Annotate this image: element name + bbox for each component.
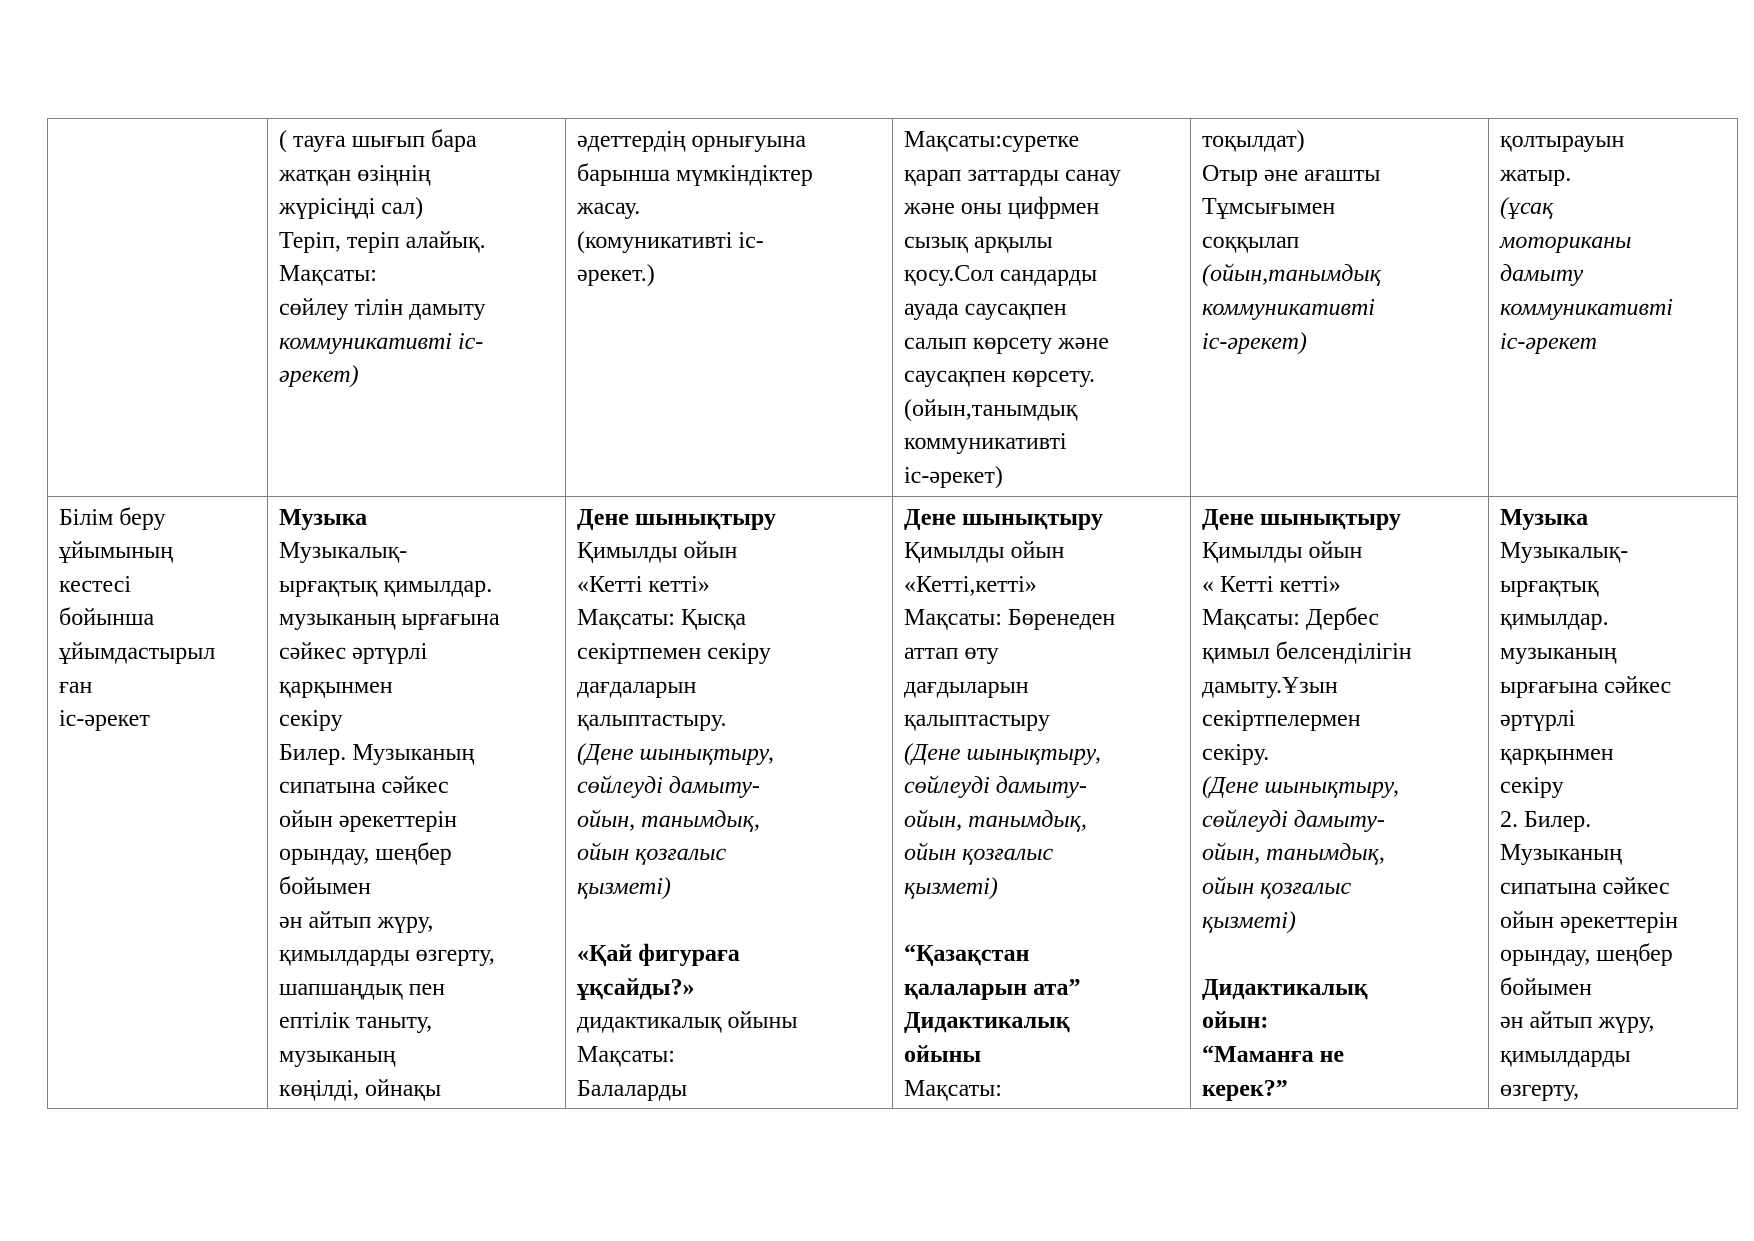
cell-text-line: сызық арқылы [904,227,1053,254]
cell-text-line: әдеттердің орнығуына [577,127,806,153]
cell-text-line: Балаларды [577,1075,688,1102]
cell-text-line: қалыптастыру. [577,706,727,733]
cell-text-line: бойымен [1500,974,1592,1001]
cell-text-line: (комуникативті іс- [577,227,764,254]
cell-text-line: Мақсаты: Бөренеден [904,605,1116,632]
cell-text-line: ауада саусақпен [904,294,1067,321]
cell-text-line: қолтырауын [1500,127,1625,153]
cell-text-line: жасау. [577,194,641,221]
cell-text-line: салып көрсету және [904,328,1109,355]
cell-text-line: сәйкес әртүрлі [279,638,428,665]
cell-text-line: саусақпен көрсету. [904,362,1096,389]
cell-text-line: ұйымының [59,538,174,565]
cell-text-line: секіртпелермен [1202,706,1361,733]
table-cell [268,496,566,1109]
cell-text-line: дидактикалық ойыны [577,1008,798,1035]
cell-text-line: сөйлеуді дамыту- [904,773,1087,800]
cell-text-line: (ұсақ [1500,194,1554,221]
cell-text-line: коммуникативті [1500,294,1673,321]
cell-text-line: ойын қозғалыс [577,840,727,867]
table-cell [48,119,268,497]
cell-text-line: Музыкалық- [279,538,408,565]
cell-text-line: қосу.Сол сандарды [904,261,1098,288]
cell-text-line: Билер. Музыканың [279,739,475,766]
cell-text-line: коммуникативті іс- [279,328,484,355]
cell-text-line: іс-әрекет) [1202,328,1307,355]
cell-text-line: керек?” [1202,1075,1288,1102]
cell-text-line: « Кетті кетті» [1202,571,1341,598]
cell-text-line: әрекет) [279,362,359,389]
cell-text-line: «Қай фигураға [577,941,740,968]
cell-text-line: қызметі) [904,874,998,901]
table-cell [566,119,893,497]
cell-text-line: ұқсайды?» [577,974,695,1001]
cell-text-line: “Маманға не [1202,1042,1345,1069]
cell-text-line: орындау, шеңбер [1500,941,1673,968]
cell-text-line: іс-әрекет [59,706,150,733]
cell-text-line: сипатына сәйкес [1500,874,1670,901]
cell-text-line: Қимылды ойын [577,538,738,565]
table-cell [1191,496,1489,1109]
cell-text-line: қарқынмен [1500,739,1614,766]
cell-text-line: секіру. [1202,739,1270,766]
cell-text-line: Мақсаты: Қысқа [577,605,747,632]
cell-text-line: сөйлеу тілін дамыту [279,294,486,321]
cell-text-line: ған [59,672,93,699]
cell-text-line: соққылап [1202,227,1300,254]
table-cell [1489,119,1738,497]
cell-text-line: Мақсаты: [577,1042,675,1069]
cell-text-line: өзгерту, [1500,1075,1580,1102]
cell-text-line: барынша мүмкіндіктер [577,160,813,187]
cell-text-line: қарқынмен [279,672,393,699]
cell-text-line: Тұмсығымен [1202,194,1336,221]
cell-text-line: ойын, танымдық, [904,806,1087,833]
cell-text-line: қимылдарды [1500,1042,1631,1069]
cell-text-line: қимыл белсенділігін [1202,638,1412,665]
cell-text-line: кестесі [59,571,132,598]
cell-text-line: Білім беру [59,504,166,531]
cell-text-line: ырғақтық [1500,571,1599,598]
cell-text-line: ойын қозғалыс [1202,874,1352,901]
cell-text-line: ( тауға шығып бара [279,127,477,153]
cell-text-line: сөйлеуді дамыту- [1202,806,1385,833]
cell-text-line: (ойын,танымдық [904,395,1078,422]
cell-text-line: сөйлеуді дамыту- [577,773,760,800]
table-cell [268,119,566,497]
cell-text-line: Музыка [1500,504,1589,531]
cell-text-line: көңілді, ойнақы [279,1075,442,1102]
table-cell [893,496,1191,1109]
cell-text-line: дамыту [1500,261,1584,288]
blank-line [1202,938,1480,972]
cell-text-line: қалыптастыру [904,706,1050,733]
blank-line [577,905,884,939]
cell-text-line: «Кетті кетті» [577,571,710,598]
cell-text-line: Дене шынықтыру [1202,504,1401,531]
cell-text-line: музыканың ырғағына [279,605,500,632]
cell-text-line: «Кетті,кетті» [904,571,1037,598]
cell-text-line: коммуникативті [904,429,1067,456]
cell-text-line: секіру [1500,773,1564,800]
cell-text-line: жатыр. [1500,160,1572,187]
cell-text-line: қызметі) [1202,907,1296,934]
cell-text-line: 2. Билер. [1500,806,1592,833]
cell-text-line: (Дене шынықтыру, [577,739,774,766]
table-row [48,119,1738,497]
cell-text-line: ойын қозғалыс [904,840,1054,867]
cell-text-line: Дене шынықтыру [904,504,1103,531]
cell-text-line: коммуникативті [1202,294,1375,321]
cell-text-line: ән айтып жүру, [279,907,434,934]
cell-text-line: аттап өту [904,638,999,665]
cell-text-line: ойын, танымдық, [1202,840,1385,867]
cell-text-line: әртүрлі [1500,706,1576,733]
cell-text-line: ептілік таныту, [279,1008,433,1035]
cell-text-line: іс-әрекет) [904,462,1003,489]
cell-text-line: дағдаларын [577,672,697,699]
cell-text-line: Музыка [279,504,368,531]
cell-text-line: “Қазақстан [904,941,1030,968]
cell-text-line: музыканың [279,1042,396,1069]
table-cell [1191,119,1489,497]
cell-text-line: тоқылдат) [1202,127,1305,153]
cell-text-line: жүрісіңді сал) [279,194,424,221]
cell-text-line: Теріп, теріп алайық. [279,227,486,254]
cell-text-line: әрекет.) [577,261,655,288]
cell-text-line: Музыкалық- [1500,538,1629,565]
cell-text-line: секіртпемен секіру [577,638,771,665]
cell-text-line: сипатына сәйкес [279,773,449,800]
cell-text-line: ойын, танымдық, [577,806,760,833]
cell-text-line: секіру [279,706,343,733]
table-row [48,496,1738,1109]
cell-text-line: бойымен [279,874,371,901]
cell-text-line: Мақсаты:суретке [904,127,1080,153]
cell-text-line: (Дене шынықтыру, [1202,773,1399,800]
cell-text-line: (ойын,танымдық [1202,261,1381,288]
cell-text-line: бойынша [59,605,155,632]
cell-text-line: ән айтып жүру, [1500,1008,1655,1035]
cell-text-line: дамыту.Ұзын [1202,672,1338,699]
cell-text-line: ойын әрекеттерін [1500,907,1678,934]
cell-text-line: дағдыларын [904,672,1029,699]
cell-text-line: іс-әрекет [1500,328,1597,355]
cell-text-line: қимылдарды өзгерту, [279,941,495,968]
cell-text-line: жатқан өзіңнің [279,160,431,187]
cell-text-line: Мақсаты: [279,261,377,288]
cell-text-line: Дидактикалық [904,1008,1070,1035]
cell-text-line: Дидактикалық [1202,974,1368,1001]
cell-text-line: (Дене шынықтыру, [904,739,1101,766]
cell-text-line: шапшаңдық пен [279,974,445,1001]
cell-text-line: қызметі) [577,874,671,901]
blank-line [904,905,1182,939]
cell-text-line: және оны цифрмен [904,194,1100,221]
cell-text-line: ойын: [1202,1008,1269,1035]
cell-text-line: Музыканың [1500,840,1623,867]
cell-text-line: Отыр әне ағашты [1202,160,1381,187]
cell-text-line: ұйымдастырыл [59,638,216,665]
table-cell [893,119,1191,497]
table-cell [566,496,893,1109]
cell-text-line: орындау, шеңбер [279,840,452,867]
row-header-cell [48,496,268,1109]
cell-text-line: ырғағына сәйкес [1500,672,1672,699]
cell-text-line: Қимылды ойын [904,538,1065,565]
schedule-table [47,118,1738,1109]
cell-text-line: ойын әрекеттерін [279,806,457,833]
cell-text-line: Дене шынықтыру [577,504,776,531]
cell-text-line: қимылдар. [1500,605,1609,632]
table-cell [1489,496,1738,1109]
cell-text-line: Қимылды ойын [1202,538,1363,565]
cell-text-line: қарап заттарды санау [904,160,1121,187]
cell-text-line: ырғақтық қимылдар. [279,571,493,598]
cell-text-line: қалаларын ата” [904,974,1081,1001]
cell-text-line: Мақсаты: [904,1075,1002,1102]
cell-text-line: Мақсаты: Дербес [1202,605,1380,632]
cell-text-line: моториканы [1500,227,1632,254]
cell-text-line: музыканың [1500,638,1617,665]
cell-text-line: ойыны [904,1042,982,1069]
